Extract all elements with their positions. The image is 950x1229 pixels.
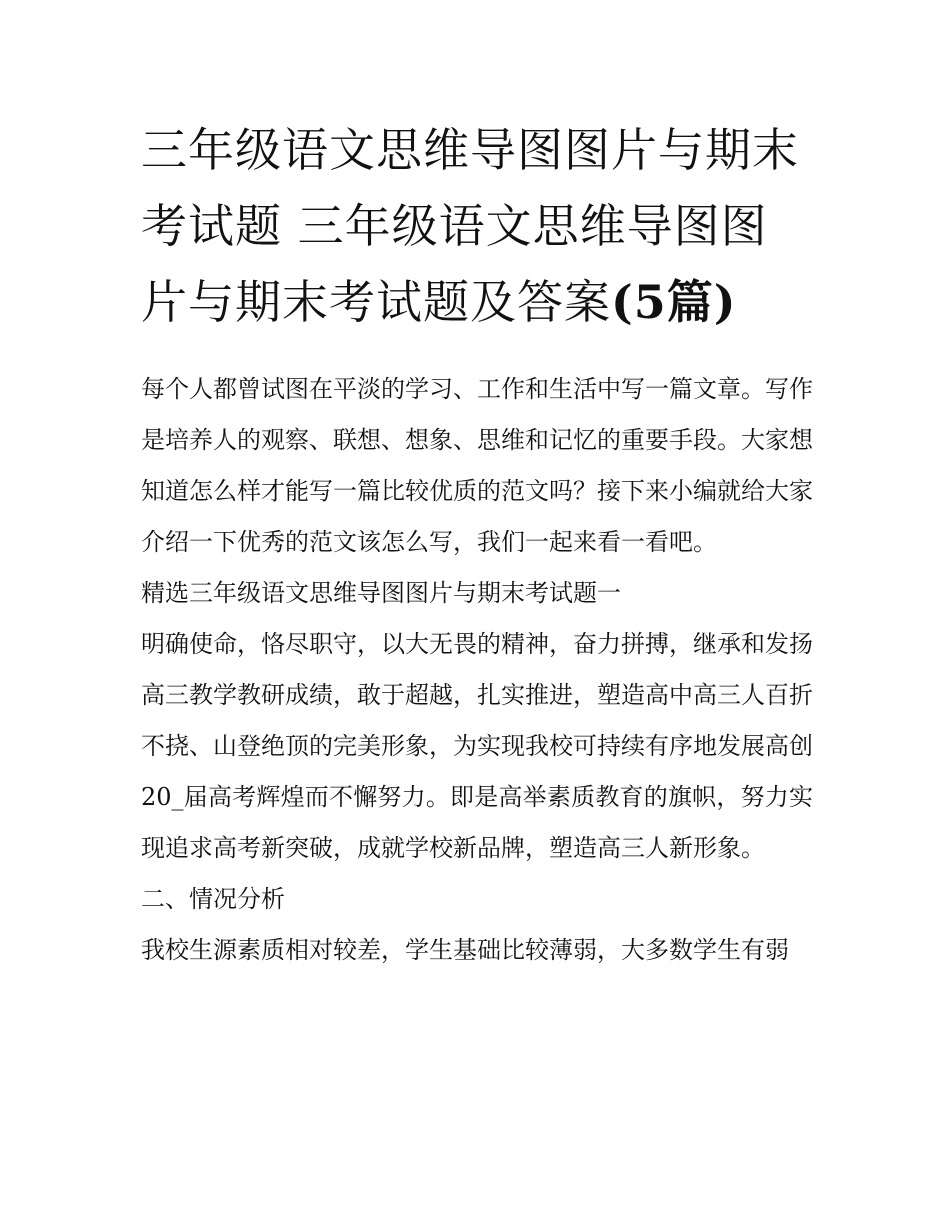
section-heading-analysis: 二、情况分析 [141,885,285,913]
analysis-paragraph: 我校生源素质相对较差，学生基础比较薄弱，大多数学生有弱 [141,936,789,964]
section-heading-selection: 精选三年级语文思维导图图片与期末考试题一 [141,579,621,607]
document-body [141,364,813,976]
intro-paragraph: 每个人都曾试图在平淡的学习、工作和生活中写一篇文章。写作是培养人的观察、联想、想象、思维和记忆的重要手段。大家想知道怎么样才能写一篇比较优质的范文吗？接下来小编就给大家介绍一下优秀的范文该怎么写，我们一起来看一看吧。 [141,375,813,556]
mission-paragraph: 明确使命，恪尽职守，以大无畏的精神，奋力拼搏，继承和发扬高三教学教研成绩，敢于超越，扎实推进，塑造高中高三人百折不挠、山登绝顶的完美形象，为实现我校可持续有序地发展高创20_届高考辉煌而不懈努力。即是高举素质教育的旗帜，努力实现追求高考新突破，成就学校新品牌，塑造高三人新形象。 [141,630,813,862]
title-tail: (5篇) [611,275,737,329]
document-page [141,112,813,976]
title-main: 三年级语文思维导图图片与期末考试题 三年级语文思维导图图片与期末考试题及答案 [141,123,799,329]
document-title [141,112,813,340]
